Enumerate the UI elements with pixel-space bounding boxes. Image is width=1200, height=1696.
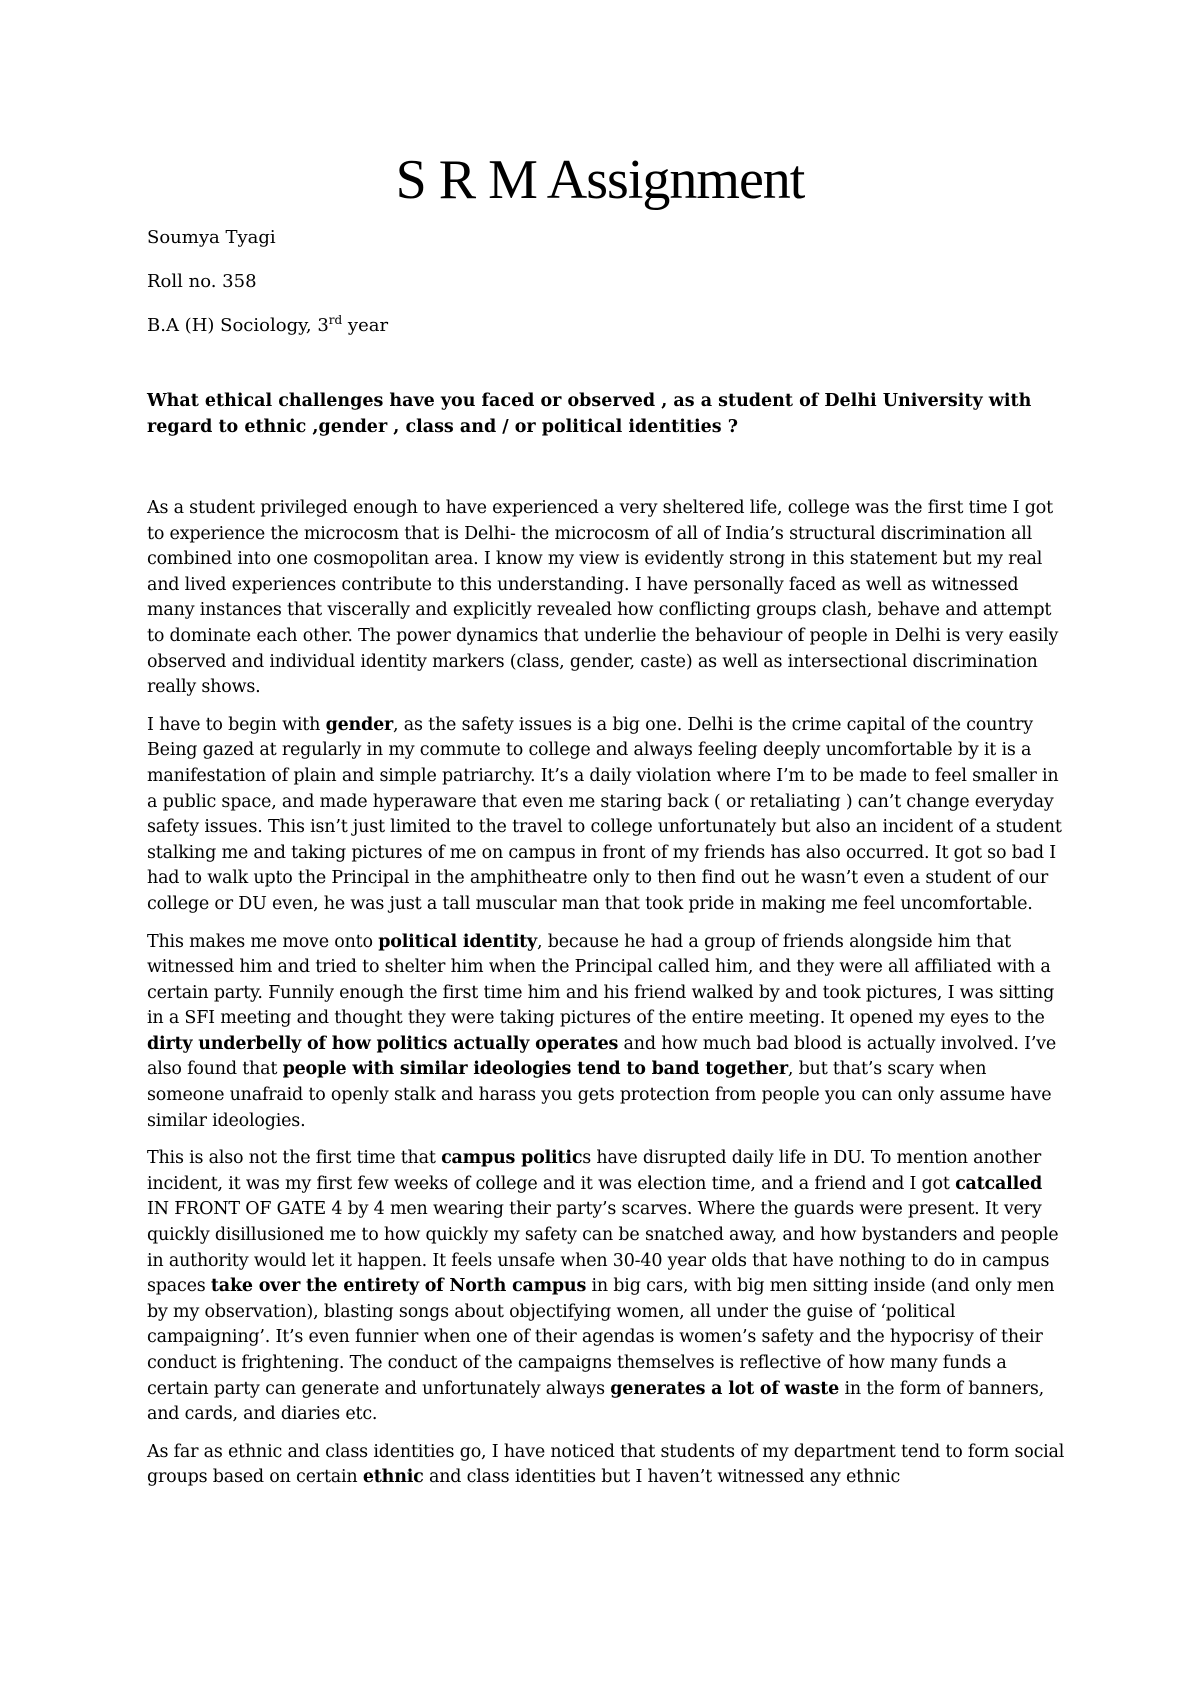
paragraph-3-text: , because he had a group of friends alongside him that witnessed him and tried to shelter him when the Principal called him, and they were all affiliated with a certain party. Funnily enough the first time him and his friend walked by and took pictures, I was sitting in a SFI meeting and thought they were taking pictures of the entire meeting. It opened my eyes to the [147, 931, 1055, 1029]
paragraph-3-text: and how much bad blood is actually involved. I’ve also found that [147, 1033, 1057, 1080]
emphasis-ethnic: ethnic [362, 1467, 424, 1488]
paragraph-4-text: in big cars, with big men sitting inside (and only men by my observation), blasting songs about objectifying women, all under the guise of ‘political campaigning’. It’s even funnier when one of their agendas is women’s safety and the hypocrisy of their conduct is frightening. The conduct of the campaigns themselves is reflective of how many funds a certain party can generate and unfortunately always [147, 1276, 1055, 1399]
paragraph-4 [147, 1146, 1067, 1428]
course-prefix: B.A (H) Sociology, 3 [147, 315, 329, 336]
course-line [147, 314, 388, 338]
emphasis-band-together: people with similar ideologies tend to band together [282, 1059, 788, 1080]
paragraph-5-text: As far as ethnic and class identities go, I have noticed that students of my department tend to form social groups based on certain [147, 1441, 1065, 1488]
paragraph-5-text: and class identities but I haven’t witnessed any ethnic [423, 1467, 901, 1488]
paragraph-4-text: This is also not the first time that [147, 1148, 442, 1169]
paragraph-4-text: IN FRONT OF GATE 4 by 4 men wearing their party’s scarves. Where the guards were present. It very quickly disillusioned me to how quickly my safety can be snatched away, and how bystanders and people in authority would let it happen. It feels unsafe when 30-40 year olds that have nothing to do in campus spaces [147, 1199, 1059, 1297]
paragraph-3-text: , but that’s scary when someone unafraid to openly stalk and harass you gets protection from people you can only assume have similar ideologies. [147, 1059, 1052, 1131]
paragraph-2-text: , as the safety issues is a big one. Delhi is the crime capital of the country Being gazed at regularly in my commute to college and always feeling deeply uncomfortable by it is a manifestation of plain and simple patriarchy. It’s a daily violation where I’m to be made to feel smaller in a public space, and made hyperaware that even me staring back ( or retaliating ) can’t change everyday safety issues. This isn’t just limited to the travel to college unfortunately but also an incident of a student stalking me and taking pictures of me on campus in front of my friends has also occurred. It got so bad I had to walk upto the Principal in the amphitheatre only to then find out he wasn’t even a student of our college or DU even, he was just a tall muscular man that took pride in making me feel uncomfortable. [147, 714, 1062, 914]
paragraph-1-text: As a student privileged enough to have experienced a very sheltered life, college was the first time I got to experience the microcosm that is Delhi- the microcosm of all of India’s structural discrimination all combined into one cosmopolitan area. I know my view is evidently strong in this statement but my real and lived experiences contribute to this understanding. I have personally faced as well as witnessed many instances that viscerally and explicitly revealed how conflicting groups clash, behave and attempt to dominate each other. The power dynamics that underlie the behaviour of people in Delhi is very easily observed and individual identity markers (class, gender, caste) as well as intersectional discrimination really shows. [147, 498, 1059, 698]
paragraph-3-text: This makes me move onto [147, 931, 379, 952]
emphasis-catcalled: catcalled [955, 1173, 1043, 1194]
essay-body [147, 496, 1067, 1503]
assignment-question: What ethical challenges have you faced or observed , as a student of Delhi University with regard to ethnic ,gender , class and / or political identities ? [147, 391, 1032, 437]
author-name: Soumya Tyagi [147, 227, 276, 248]
paragraph-2 [147, 713, 1067, 918]
paragraph-5 [147, 1440, 1067, 1491]
emphasis-waste: generates a lot of waste [610, 1378, 840, 1399]
document-title: S R M Assignment [395, 149, 805, 211]
paragraph-4-text: in the form of banners, and cards, and diaries etc. [147, 1378, 1045, 1425]
emphasis-campus-politics: campus politic [441, 1148, 583, 1169]
emphasis-gender: gender [325, 714, 394, 735]
paragraph-3 [147, 930, 1067, 1135]
course-suffix: year [342, 315, 389, 336]
roll-number: Roll no. 358 [147, 271, 257, 292]
paragraph-2-text: I have to begin with [147, 714, 326, 735]
course-ordinal: rd [328, 313, 343, 327]
paragraph-4-text: s have disrupted daily life in DU. To mention another incident, it was my first few weeks of college and it was election time, and a friend and I got [147, 1148, 1042, 1194]
emphasis-political-identity: political identity [378, 931, 537, 952]
paragraph-1 [147, 496, 1067, 701]
emphasis-dirty-underbelly: dirty underbelly of how politics actually operates [147, 1033, 619, 1054]
emphasis-north-campus: take over the entirety of North campus [210, 1276, 587, 1297]
